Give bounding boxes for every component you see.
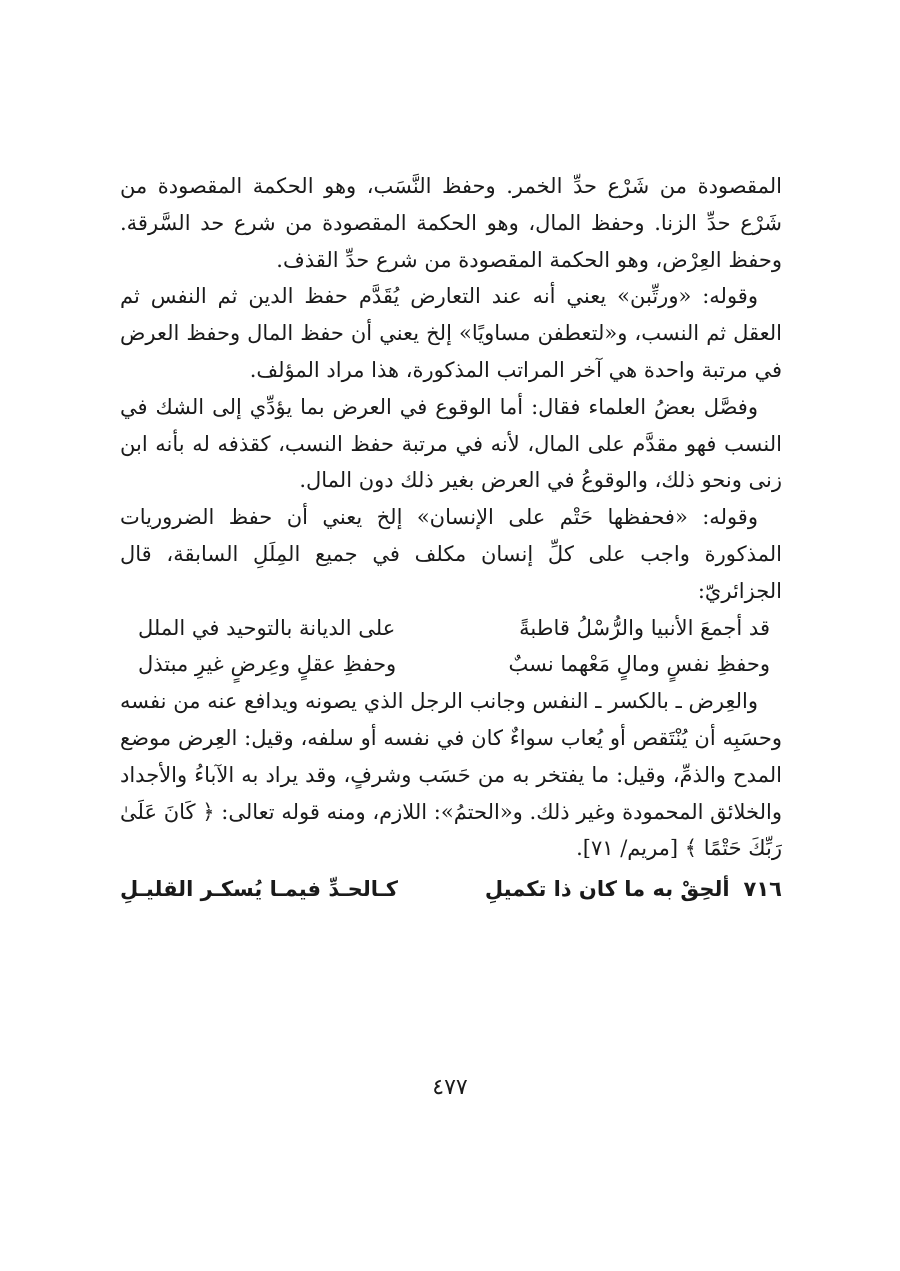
- paragraph-2: وقوله: «ورتِّبن» يعني أنه عند التعارض يُقَدَّم حفظ الدين ثم النفس ثم العقل ثم النسب، و«لتعطفن مساويًا» إلخ يعني أن حفظ المال وحفظ العرض في مرتبة واحدة هي آخر المراتب المذكورة، هذا مراد المؤلف.: [120, 284, 782, 382]
- paragraph-1: المقصودة من شَرْع حدِّ الخمر. وحفظ النَّسَب، وهو الحكمة المقصودة من شَرْع حدِّ الزنا. وحفظ المال، وهو الحكمة المقصودة من شرع حد السَّرقة. وحفظ العِرْض، وهو الحكمة المقصودة من شرع حدِّ القذف.: [120, 174, 782, 272]
- verse-number: ٧١٦: [743, 877, 782, 902]
- verse-line: [138, 610, 770, 647]
- main-text-second-half: كـالحـدِّ فيمـا يُسكـر القليـلِ: [120, 877, 398, 902]
- verse-line: [138, 646, 770, 683]
- verse-second-hemistich: على الديانة بالتوحيد في الملل: [138, 615, 396, 640]
- paragraph-4: وقوله: «فحفظها حَتْم على الإنسان» إلخ يعني أن حفظ الضروريات المذكورة واجب على كلِّ إنسان مكلف في جميع المِلَلِ السابقة، قال الجزائريّ:: [120, 505, 782, 603]
- page-body: [120, 168, 782, 909]
- main-text-right: [485, 869, 782, 909]
- verse-first-hemistich: وحفظِ نفسٍ ومالٍ مَعْهما نسبٌ: [508, 652, 770, 677]
- main-text-verse: [120, 869, 782, 909]
- paragraph-5: والعِرض ـ بالكسر ـ النفس وجانب الرجل الذي يصونه ويدافع عنه من نفسه وحسَبِه أن يُنْتَقص أو يُعاب سواءٌ كان في نفسه أو سلفه، وقيل: العِرض موضع المدح والذمِّ، وقيل: ما يفتخر به من حَسَب وشرفٍ، وقد يراد به الآباءُ والأجداد والخلائق المحمودة وغير ذلك. و«الحتمُ»: اللازم، ومنه قوله تعالى: ﴿ كَانَ عَلَىٰ رَبِّكَ حَتْمًا ﴾ [مريم/ ٧١].: [120, 689, 782, 861]
- page-number: ٤٧٧: [432, 1075, 468, 1100]
- paragraph-3: وفصَّل بعضُ العلماء فقال: أما الوقوع في العرض بما يؤدِّي إلى الشك في النسب فهو مقدَّم على المال، لأنه في مرتبة حفظ النسب، كقذفه له بأنه ابن زنى ونحو ذلك، والوقوعُ في العرض بغير ذلك دون المال.: [120, 394, 782, 493]
- poem-verses: [120, 610, 782, 684]
- verse-second-hemistich: وحفظِ عقلٍ وعِرضٍ غيرِ مبتذل: [138, 652, 397, 677]
- main-text-first-half: ألحِقْ به ما كان ذا تكميلِ: [484, 877, 730, 902]
- verse-first-hemistich: قد أجمعَ الأنبيا والرُّسْلُ قاطبةً: [519, 615, 770, 640]
